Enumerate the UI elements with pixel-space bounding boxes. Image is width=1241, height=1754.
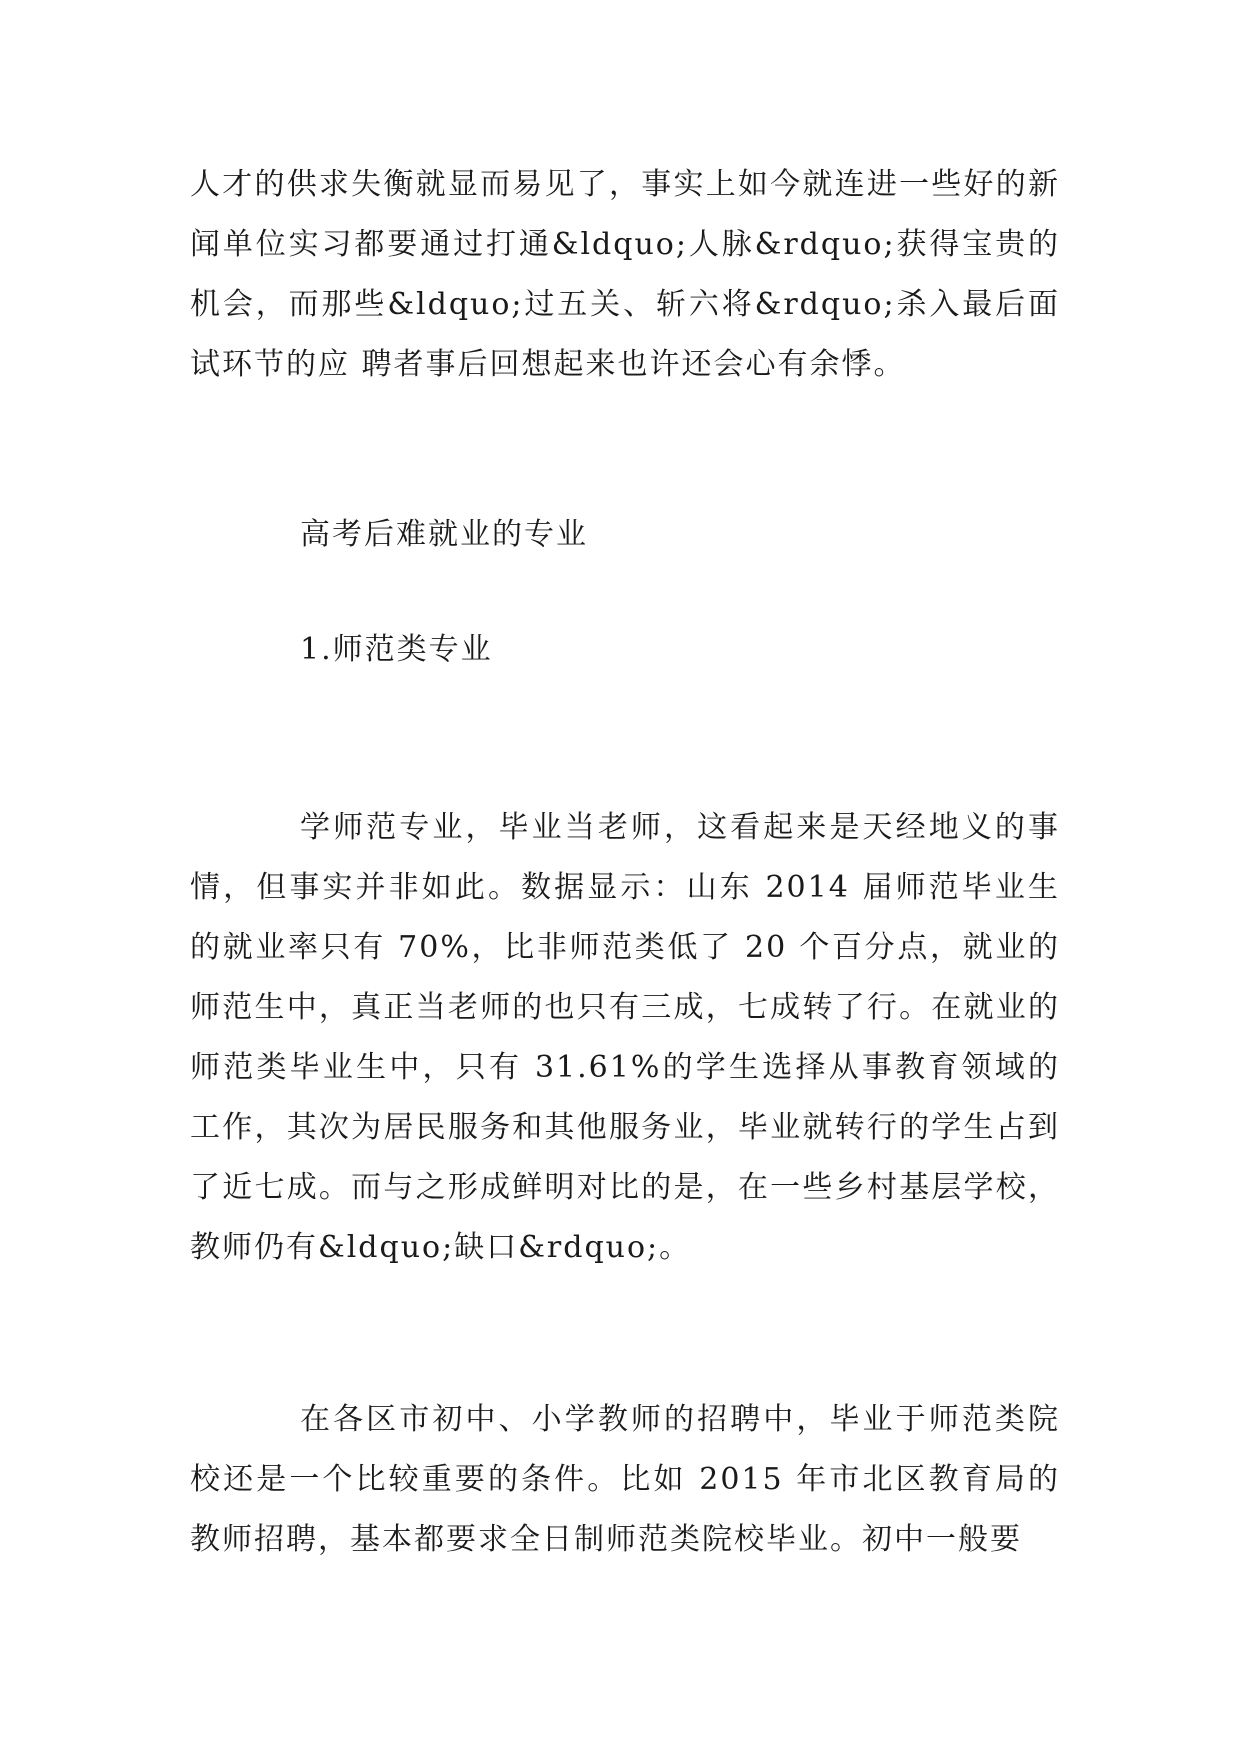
paragraph-normal-majors: 学师范专业，毕业当老师，这看起来是天经地义的事情，但事实并非如此。数据显示：山东 2014 届师范毕业生的就业率只有 70%，比非师范类低了 20 个百分点，就业的师范生中，真正当老师的也只有三成，七成转了行。在就业的师范类毕业生中，只有 31.61%的学生选择从事教育领域的工作，其次为居民服务和其他服务业，毕业就转行的学生占到了近七成。而与之形成鲜明对比的是，在一些乡村基层学校，教师仍有&ldquo;缺口&rdquo;。 [190,810,1060,1265]
paragraph-teacher-recruitment: 在各区市初中、小学教师的招聘中，毕业于师范类院校还是一个比较重要的条件。比如 2015 年市北区教育局的教师招聘，基本都要求全日制师范类院校毕业。初中一般要 [190,1402,1060,1557]
section-heading: 高考后难就业的专业 [300,517,588,552]
paragraph-talent-imbalance: 人才的供求失衡就显而易见了，事实上如今就连进一些好的新闻单位实习都要通过打通&ldquo;人脉&rdquo;获得宝贵的机会，而那些&ldquo;过五关、斩六将&rdquo;杀入最后面试环节的应 聘者事后回想起来也许还会心有余悸。 [190,167,1060,382]
subsection-heading: 1.师范类专业 [300,632,493,667]
